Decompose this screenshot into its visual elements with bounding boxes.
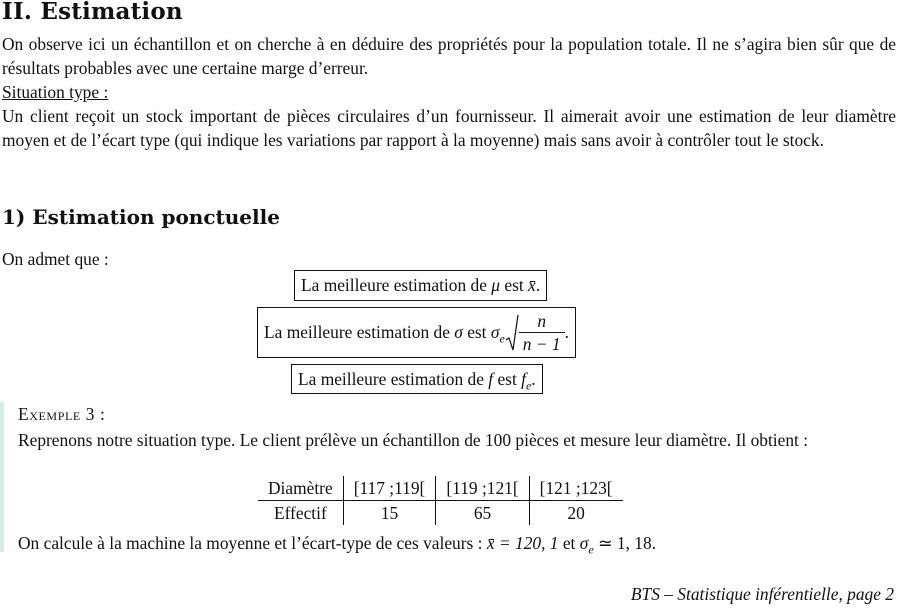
table-cell: [119 ;121[: [436, 476, 529, 501]
sd-sub: e: [588, 542, 594, 557]
box3-estimator-sub: e: [525, 378, 532, 393]
estimation-box-frequency: [291, 364, 543, 394]
sqrt-symbol-icon: [505, 314, 519, 354]
subsection-title: 1) Estimation ponctuelle: [2, 205, 280, 229]
box2-estimator: σ: [490, 322, 500, 342]
box1-prefix: La meilleure estimation de: [301, 275, 492, 295]
admit-text: On admet que :: [2, 249, 109, 269]
box3-prefix: La meilleure estimation de: [298, 369, 489, 389]
sqrt-expression: [505, 310, 565, 354]
intro-paragraph: On observe ici un échantillon et on cherche à en déduire des propriétés pour la population totale. Il ne s’agira bien sûr que de résultats probables avec une certaine marge d’erreur.: [2, 34, 896, 78]
table-cell: Diamètre: [258, 476, 343, 501]
estimation-box-mean: [294, 270, 547, 301]
frequency-table: [258, 476, 623, 525]
box1-suffix: .: [535, 275, 541, 295]
table-row: [258, 501, 623, 526]
frac-numerator: n: [537, 310, 547, 331]
box3-suffix: .: [531, 369, 536, 389]
box2-suffix: .: [564, 322, 569, 342]
example-title: Exemple 3 :: [18, 404, 106, 424]
box3-estimator: f: [521, 369, 526, 389]
mean-expression: x̄ = 120, 1: [486, 533, 559, 553]
box2-estimator-sub: e: [499, 331, 505, 346]
conclusion-prefix: On calcule à la machine la moyenne et l’écart-type de ces valeurs :: [18, 533, 487, 553]
table-cell: [121 ;123[: [529, 476, 622, 501]
example-conclusion: [18, 531, 898, 561]
box2-symbol: σ: [454, 322, 463, 342]
box1-estimator: x̄: [528, 275, 536, 295]
sqrt-fraction: [519, 310, 565, 355]
box1-middle: est: [500, 275, 529, 295]
box2-middle: est: [462, 322, 491, 342]
situation-paragraph: Un client reçoit un stock important de pièces circulaires d’un fournisseur. Il aimerait avoir une estimation de leur diamètre moyen et de l’écart type (qui indique les variations par rapport à la moyenne) mais sans avoir à contrôler tout le stock.: [2, 106, 896, 150]
sd-symbol: σ: [579, 533, 589, 553]
table-cell: 15: [343, 501, 436, 526]
section-title: II. Estimation: [2, 0, 183, 25]
table-row: [258, 476, 623, 501]
situation-label: Situation type :: [2, 82, 109, 102]
example-text: Reprenons notre situation type. Le client prélève un échantillon de 100 pièces et mesure leur diamètre. Il obtient :: [18, 430, 809, 450]
page-footer: BTS – Statistique inférentielle, page 2: [630, 584, 894, 604]
estimation-box-sd: [257, 307, 576, 358]
table-cell: Effectif: [273, 502, 327, 523]
frac-denominator: n − 1: [522, 333, 561, 354]
box3-symbol: f: [488, 369, 494, 389]
conclusion-conj: et: [558, 533, 580, 553]
box2-prefix: La meilleure estimation de: [264, 322, 455, 342]
table-cell: [117 ;119[: [343, 476, 436, 501]
table-cell: 20: [529, 501, 622, 526]
table-cell: 65: [436, 501, 529, 526]
sd-value: ≃ 1, 18.: [593, 533, 657, 553]
box3-middle: est: [493, 369, 522, 389]
box1-symbol: μ: [491, 275, 500, 295]
